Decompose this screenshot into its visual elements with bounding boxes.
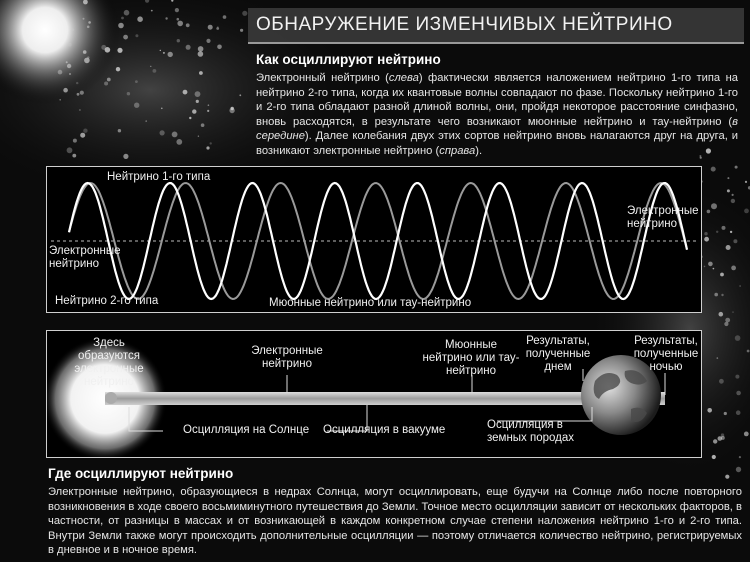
label-sun-origin: Здесь образуются электронные нейтрино [74, 337, 144, 388]
intro-text-italic: в середине [256, 115, 738, 142]
sparkle [736, 391, 741, 396]
sparkle [240, 29, 243, 32]
sparkle [707, 210, 711, 214]
sparkle [161, 108, 163, 110]
label-muon-tau-path: Мюонные нейтрино или тау-нейтрино [422, 339, 520, 377]
sparkle [739, 456, 741, 458]
sparkle [198, 51, 204, 57]
label-sun-osc: Осцилляция на Солнце [183, 424, 310, 436]
sparkle [160, 130, 165, 135]
sparkle [736, 467, 741, 472]
sparkle [712, 455, 716, 459]
sparkle [73, 139, 77, 143]
sparkle [123, 35, 128, 40]
sparkle [80, 133, 85, 138]
sparkle [727, 189, 730, 192]
sparkle [160, 50, 161, 51]
sparkle [721, 294, 723, 296]
intro-text-part: Электронный нейтрино ( [256, 72, 389, 84]
sparkle [124, 10, 130, 16]
sparkle [711, 167, 716, 172]
sparkle [104, 82, 108, 86]
sparkle [747, 350, 750, 353]
sparkle [177, 39, 180, 42]
sparkle [163, 52, 165, 54]
sparkle [735, 335, 741, 341]
intro-text-part: ). Далее колебания двух этих сортов нейтрино вновь налагаются друг на друга, и возникают электронные нейтрино ( [256, 130, 738, 157]
sparkle [105, 47, 111, 53]
sparkle [732, 311, 734, 313]
sparkle [137, 16, 143, 22]
sparkle [198, 136, 199, 137]
sparkle [721, 433, 724, 436]
label-earth-osc: Осцилляция в земных породах [487, 419, 575, 444]
sparkle [206, 146, 209, 149]
sparkle [217, 45, 222, 50]
sparkle [206, 39, 210, 43]
sparkle [714, 293, 718, 297]
sparkle [201, 123, 205, 127]
sparkle [175, 8, 179, 12]
sparkle [145, 120, 147, 122]
sparkle [733, 239, 737, 243]
sparkle [135, 80, 138, 83]
sparkle [153, 69, 157, 73]
label-vacuum-osc: Осцилляция в вакууме [323, 424, 446, 436]
sparkle [150, 66, 151, 67]
sparkle [189, 117, 191, 119]
sparkle [127, 92, 130, 95]
sparkle [58, 70, 63, 75]
sparkle [210, 142, 212, 144]
intro-text-italic: справа [439, 144, 476, 157]
footer-paragraph: Электронные нейтрино, образующиеся в недрах Солнца, могут осциллировать, еще будучи на Солнце либо после повторного возникновения в ходе своего восьмиминутного путешествия до Земли. Точное место осцилляции зависит от нескольких факторов, в частности, от разницы в массах и от возникающей в каждом конкретном случае степени наложения нейтрино 1-го и 2-го типа. Внутри Земли также могут происходить дополнительные осцилляции — поэтому отличается количество нейтрино, регистрируемых в дневное и в ночное время. [48, 486, 742, 556]
sparkle [229, 108, 234, 113]
label-type2: Нейтрино 2-го типа [55, 295, 159, 307]
page-title: ОБНАРУЖЕНИЕ ИЗМЕНЧИВЫХ НЕЙТРИНО [248, 8, 744, 44]
beam-origin-marker [105, 392, 117, 404]
sparkle [223, 15, 227, 19]
sparkle [118, 129, 121, 132]
sparkle [732, 194, 734, 196]
sparkle [719, 379, 724, 384]
sparkle [707, 408, 712, 413]
label-electron-path: Электронные нейтрино [251, 345, 323, 370]
sparkle [165, 17, 167, 19]
sparkle [177, 21, 183, 27]
sparkle [123, 154, 128, 159]
intro-paragraph [256, 71, 738, 158]
sparkle [121, 17, 124, 20]
sparkle [242, 11, 247, 16]
sparkle [116, 67, 120, 71]
path-diagram-panel [46, 330, 702, 458]
sparkle [72, 29, 75, 32]
sparkle [176, 139, 182, 145]
sparkle [66, 61, 68, 63]
sparkle [725, 475, 729, 479]
sparkle [67, 64, 71, 68]
sparkle [186, 45, 191, 50]
sparkle [80, 91, 84, 95]
sparkle [724, 412, 727, 415]
sparkle [736, 410, 741, 415]
sparkle [196, 100, 199, 103]
sparkle [725, 318, 730, 323]
sparkle [68, 43, 72, 47]
sparkle [72, 154, 76, 158]
sparkle [739, 285, 741, 287]
label-day-results: Результаты, полученные днем [525, 335, 591, 373]
sparkle [713, 439, 717, 443]
sparkle [88, 21, 91, 24]
sparkle [59, 99, 61, 101]
label-electron-right: Электронные нейтрино [627, 205, 699, 230]
sparkle [198, 46, 204, 52]
sparkle [717, 357, 719, 359]
intro-text-italic: слева [388, 72, 419, 84]
wave-diagram-panel [46, 166, 702, 313]
sparkle [117, 48, 122, 53]
sparkle [716, 231, 718, 233]
sparkle [83, 18, 85, 20]
sparkle [79, 109, 81, 111]
section-title-where: Где осциллируют нейтрино [48, 466, 234, 481]
sparkle [704, 237, 709, 242]
sparkle [63, 88, 68, 93]
sparkle [208, 104, 210, 106]
sparkle [107, 78, 111, 82]
sparkle [726, 245, 731, 250]
sparkle [207, 110, 209, 112]
sparkle [87, 26, 90, 29]
label-muon-tau-wave: Мюонные нейтрино или тау-нейтрино [269, 297, 472, 309]
sparkle [199, 71, 203, 75]
sparkle [135, 34, 138, 37]
sparkle [87, 56, 89, 58]
sparkle [713, 268, 715, 270]
sparkle [208, 25, 213, 30]
sparkle [172, 132, 178, 138]
header [248, 8, 744, 158]
sparkle [195, 91, 201, 97]
sparkle [151, 10, 153, 12]
sparkle [719, 312, 724, 317]
sparkle [134, 103, 139, 108]
intro-text-part: ). [475, 144, 483, 157]
sparkle [744, 209, 749, 214]
sparkle [730, 231, 732, 233]
sparkle [83, 50, 87, 54]
sparkle [76, 82, 78, 84]
sparkle [744, 432, 749, 437]
section-title-how: Как осциллируют нейтрино [256, 52, 441, 67]
sparkle [216, 27, 219, 30]
sparkle [239, 94, 241, 96]
sparkle [724, 322, 728, 326]
sparkle [67, 147, 73, 153]
label-type1: Нейтрино 1-го типа [107, 171, 211, 183]
neutrino-beam [105, 392, 665, 405]
sparkle [704, 232, 707, 235]
sparkle [704, 266, 706, 268]
sparkle [735, 166, 738, 169]
sparkle [731, 266, 736, 271]
sparkle [83, 129, 87, 133]
sparkle [708, 262, 713, 267]
sparkle [118, 23, 124, 29]
sparkle [192, 109, 196, 113]
sparkle [731, 199, 735, 203]
label-night-results: Результаты, полученные ночью [633, 335, 699, 373]
sparkle [177, 18, 180, 21]
sparkle [186, 23, 190, 27]
sparkle [735, 375, 739, 379]
sparkle [183, 90, 188, 95]
wave-diagram [47, 167, 701, 312]
sparkle [77, 93, 80, 96]
sparkle [718, 436, 723, 441]
sparkle [69, 73, 71, 75]
sparkle [722, 226, 726, 230]
sparkle [711, 203, 717, 209]
sparkle [727, 177, 729, 179]
sparkle [745, 181, 747, 183]
intro-text-part: ) фактически является наложением нейтрино 1-го типа на нейтрино 2-го типа, когда их квантовые волны совпадают по фазе. Поскольку нейтрино 1-го и 2-го типа обладают разной длиной волны, они, пройдя некоторое расстояние синфазно, вновь расходятся, в результате чего возникают мюонные нейтрино и тау-нейтрино ( [256, 72, 738, 128]
sparkle [168, 52, 173, 57]
label-electron-left: Электронные нейтрино [49, 245, 121, 270]
sparkle [720, 273, 724, 277]
